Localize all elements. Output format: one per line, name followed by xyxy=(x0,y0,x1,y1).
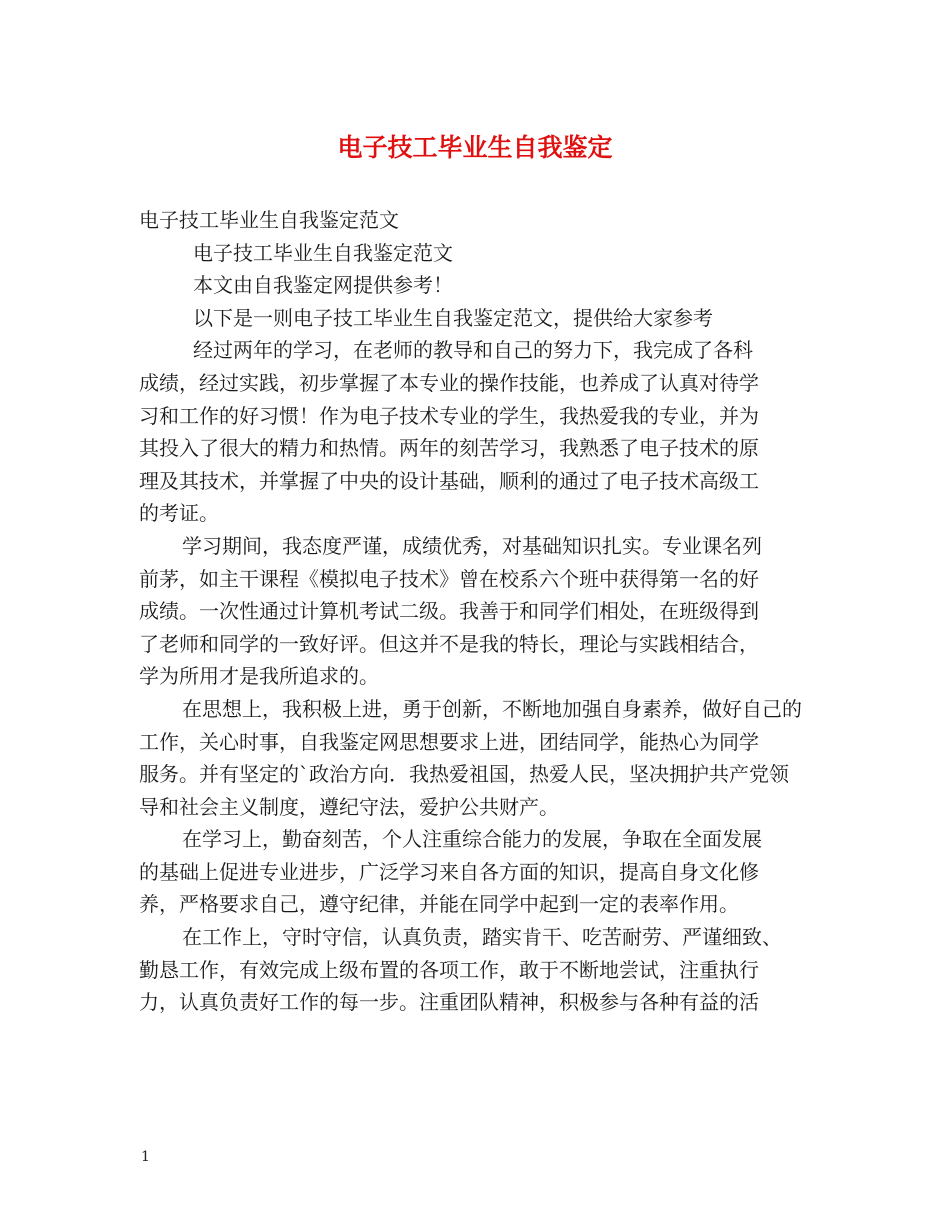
paragraph-4-line: 在学习上，勤奋刻苦，个人注重综合能力的发展，争取在全面发展 xyxy=(182,827,762,852)
paragraph-2-line: 了老师和同学的一致好评。但这并不是我的特长，理论与实践相结合， xyxy=(139,631,759,656)
paragraph-2-line: 学为所用才是我所追求的。 xyxy=(139,664,379,689)
paragraph-1-line: 其投入了很大的精力和热情。两年的刻苦学习，我熟悉了电子技术的原 xyxy=(139,436,759,461)
body-line-subtitle: 电子技工毕业生自我鉴定范文 xyxy=(139,208,399,232)
paragraph-5-line: 勤恳工作，有效完成上级布置的各项工作，敢于不断地尝试，注重执行 xyxy=(139,957,759,982)
body-line-heading: 电子技工毕业生自我鉴定范文 xyxy=(193,240,453,265)
paragraph-2-line: 学习期间，我态度严谨，成绩优秀，对基础知识扎实。专业课名列 xyxy=(182,533,762,558)
paragraph-3-line: 导和社会主义制度，遵纪守法，爱护公共财产。 xyxy=(139,794,559,819)
page-number: 1 xyxy=(141,1149,150,1165)
body-line-source: 本文由自我鉴定网提供参考！ xyxy=(193,273,453,298)
paragraph-3-line: 在思想上，我积极上进，勇于创新，不断地加强自身素养，做好自己的 xyxy=(182,696,802,721)
paragraph-4-line: 的基础上促进专业进步，广泛学习来自各方面的知识，提高自身文化修 xyxy=(139,859,759,884)
body-line-intro: 以下是一则电子技工毕业生自我鉴定范文，提供给大家参考 xyxy=(193,305,713,330)
paragraph-3-line: 工作，关心时事，自我鉴定网思想要求上进，团结同学，能热心为同学 xyxy=(139,729,759,754)
paragraph-2-line: 前茅，如主干课程《模拟电子技术》曾在校系六个班中获得第一名的好 xyxy=(139,566,759,591)
document-title: 电子技工毕业生自我鉴定 xyxy=(337,133,613,162)
paragraph-1-line: 经过两年的学习，在老师的教导和自己的努力下，我完成了各科 xyxy=(193,338,753,363)
paragraph-4-line: 养，严格要求自己，遵守纪律，并能在同学中起到一定的表率作用。 xyxy=(139,892,739,917)
paragraph-2-line: 成绩。一次性通过计算机考试二级。我善于和同学们相处，在班级得到 xyxy=(139,599,759,624)
paragraph-3-line: 服务。并有坚定的`政治方向．我热爱祖国，热爱人民，坚决拥护共产党领 xyxy=(139,762,789,787)
paragraph-5-line: 力，认真负责好工作的每一步。注重团队精神，积极参与各种有益的活 xyxy=(139,990,759,1015)
paragraph-1-line: 成绩，经过实践，初步掌握了本专业的操作技能，也养成了认真对待学 xyxy=(139,370,759,395)
document-body xyxy=(139,204,819,1019)
paragraph-1-line: 的考证。 xyxy=(139,501,219,526)
paragraph-5-line: 在工作上，守时守信，认真负责，踏实肯干、吃苦耐劳、严谨细致、 xyxy=(182,925,782,950)
paragraph-1-line: 理及其技术，并掌握了中央的设计基础，顺利的通过了电子技术高级工 xyxy=(139,468,759,493)
paragraph-1-line: 习和工作的好习惯！作为电子技术专业的学生，我热爱我的专业，并为 xyxy=(139,403,759,428)
